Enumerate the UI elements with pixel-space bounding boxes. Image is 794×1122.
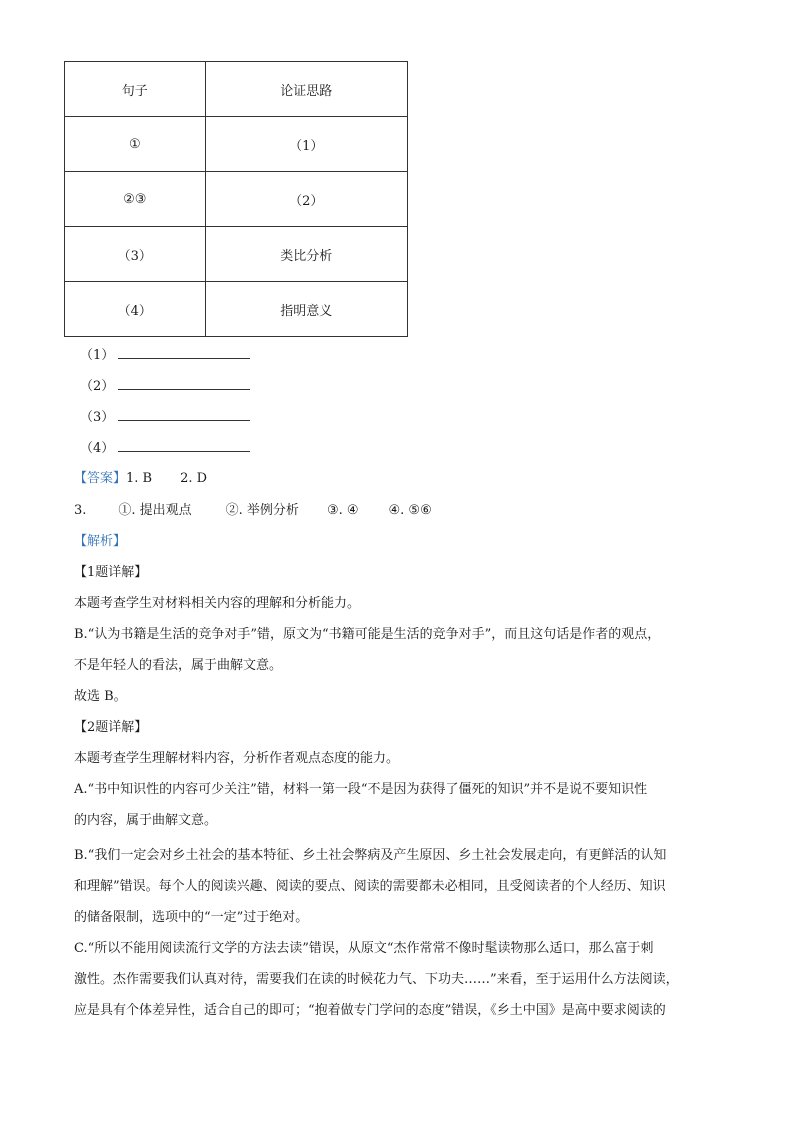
q1-detail-line: 故选 B。 xyxy=(74,689,127,704)
answer-q1: 1. B xyxy=(126,471,153,486)
table-header-cell: 论证思路 xyxy=(205,62,407,117)
answer-line xyxy=(74,470,207,488)
answer-blank-3 xyxy=(80,408,250,426)
q1-detail-line: 不是年轻人的看法，属于曲解文意。 xyxy=(74,658,283,673)
q2-detail-line: 应是具有个体差异性，适合自己的即可；“抱着做专门学问的态度”错误，《乡土中国》是高中要求阅读的 xyxy=(74,1003,666,1018)
table-row xyxy=(65,172,408,227)
table-cell: （4） xyxy=(65,282,206,337)
table-row xyxy=(65,117,408,172)
answer-q3-number: 3. xyxy=(74,503,87,518)
q2-detail-line: C.“所以不能用阅读流行文学的方法去读”错误，从原文“杰作常常不像时髦读物那么适口，那么富于刺 xyxy=(74,941,654,956)
answer-q3-item: ②. 举例分析 xyxy=(225,503,299,518)
q2-detail-line: B.“我们一定会对乡土社会的基本特征、乡土社会弊病及产生原因、乡土社会发展走向，有更鲜活的认知 xyxy=(74,848,667,863)
table-cell: （2） xyxy=(205,172,407,227)
answer-tag: 【答案】 xyxy=(74,471,127,486)
answer-q3-item: ③. ④ xyxy=(326,503,359,518)
q2-detail-line: A.“书中知识性的内容可少关注”错，材料一第一段“不是因为获得了僵死的知识”并不是说不要知识性 xyxy=(74,782,648,797)
blank-label: （3） xyxy=(80,410,115,425)
q2-detail-line: 和理解”错误。每个人的阅读兴趣、阅读的要点、阅读的需要都未必相同，且受阅读者的个人经历、知识 xyxy=(74,879,666,894)
answer-blank-2 xyxy=(80,377,250,395)
blank-underline xyxy=(118,377,250,390)
answer-blank-4 xyxy=(80,439,250,457)
table-header-cell: 句子 xyxy=(65,62,206,117)
answer-q3-item: ①. 提出观点 xyxy=(118,503,192,518)
answer-q2: 2. D xyxy=(180,471,208,486)
table-header-row xyxy=(65,62,408,117)
q2-detail-line: 本题考查学生理解材料内容，分析作者观点态度的能力。 xyxy=(74,751,400,766)
table-cell: ① xyxy=(65,117,206,172)
table-cell: 指明意义 xyxy=(205,282,407,337)
table-row xyxy=(65,282,408,337)
table-cell: （3） xyxy=(65,227,206,282)
table-row xyxy=(65,227,408,282)
q2-detail-title: 【2题详解】 xyxy=(74,720,148,735)
blank-underline xyxy=(118,439,250,452)
answer-blank-1 xyxy=(80,346,250,364)
blank-label: （1） xyxy=(80,348,115,363)
q1-detail-line: 本题考查学生对材料相关内容的理解和分析能力。 xyxy=(74,596,361,611)
blank-underline xyxy=(118,346,250,359)
answer-q3-item: ④. ⑤⑥ xyxy=(388,503,432,518)
answer-q3-line xyxy=(74,502,432,520)
blank-underline xyxy=(118,408,250,421)
table-cell: （1） xyxy=(205,117,407,172)
q2-detail-line: 的储备限制，选项中的“一定”过于绝对。 xyxy=(74,910,309,925)
blank-label: （2） xyxy=(80,379,115,394)
q2-detail-line: 激性。杰作需要我们认真对待，需要我们在读的时候花力气、下功夫……”来看，至于运用什么方法阅读， xyxy=(74,972,679,987)
blank-label: （4） xyxy=(80,441,115,456)
table-cell: ②③ xyxy=(65,172,206,227)
q1-detail-line: B.“认为书籍是生活的竞争对手”错，原文为“书籍可能是生活的竞争对手”，而且这句话是作者的观点， xyxy=(74,627,661,642)
argument-table xyxy=(64,61,408,337)
q1-detail-title: 【1题详解】 xyxy=(74,565,148,580)
analysis-tag: 【解析】 xyxy=(74,534,127,549)
q2-detail-line: 的内容，属于曲解文意。 xyxy=(74,813,218,828)
table-cell: 类比分析 xyxy=(205,227,407,282)
